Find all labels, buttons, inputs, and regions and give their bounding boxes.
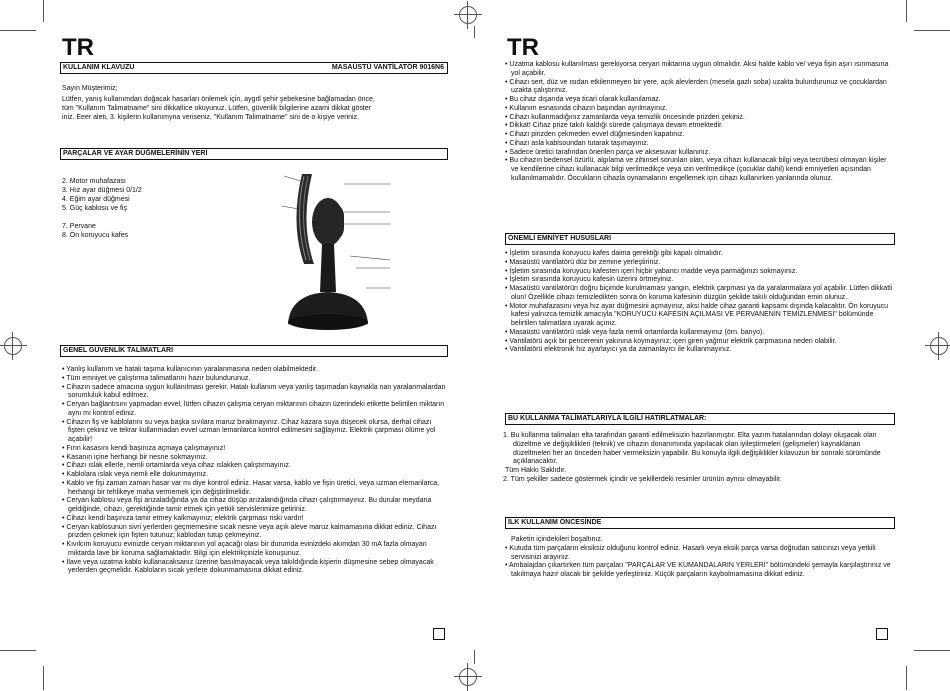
part-item: 3. Hız ayar düğmesi 0/1/2 [62, 186, 142, 194]
safety-item: • Cihazı asla kablsoundan tutarak taşımayınız. [505, 139, 649, 147]
first-use-item: • Kutuda tüm parçaların eksiksiz olduğunu kontrol ediniz. Hasarlı veya eksik parça varsa doğrudan satıcınızı veya yetkili servisinizi arayınız. [505, 544, 876, 561]
safety-item: • Cihazı kullanmadığınız zamanlarda veya temizlik öncesinde prizden çekiniz. [505, 113, 745, 121]
intro-line: Lütfen, yanış kullanımdan doğacak hasarları önlemek için, aygıtl şehir şebekesine bağlamadan önce, [62, 95, 375, 103]
continued-safety-list [503, 61, 893, 184]
important-item: • Vantilatörü elektronik hız ayarlayıcı ya da zamanlayıcı ile kullanmayınız. [505, 346, 732, 354]
safety-item: • Kıvılcım koruyucu evinizde ceryan miktarının yol açacağı olası bir durumda evinizdeki akımdan 30 mA fazla olmayan miktarda lave bir koruma sağlamaktadır. Bilgi için elektrikçinizle konuşunuz. [62, 541, 427, 557]
part-item: 2. Motor muhafazası [62, 178, 126, 185]
safety-item: • Dikkat! Cihaz prize takılı kaldığı sürede çalışmaya devam etmektedir. [505, 122, 723, 130]
greeting: Sayın Müşterimiz; [62, 85, 118, 92]
right-page [475, 0, 950, 690]
safety-item: • Kullanım esnasında cihazın başından ayrılmayınız. [505, 104, 668, 112]
intro-line: iniz. Eeer aleti, 3. kişilerin kullanımyna veriseniz, "Kullanım Talimatname" sini de o kişiye veriniz. [62, 113, 360, 121]
important-item: • İşletim sırasında koruyucu kafesin üzerini örtmeyiniz. [505, 276, 674, 284]
note-item: 1. Bu kullanma talimaları elta tarafından garanti edilmeksizin hazırlanmıştır. Elta yazım hatalarından dolayı oluşacak olan düzeltme ve değişiklikleri (teknik) ve cihazın donanımında yapılacak olan iyileştirmeleri (gelişmeler) kaynaklanan düzeltmeleri her an önceden haber vermeksizin yapabilir. Bu konuyla ilgili değişiklikler kılavuzun bir sonraki sürümünde açıklanacaktır. [503, 432, 881, 466]
manual-header-bar [60, 62, 448, 74]
notes-list [501, 432, 895, 485]
safety-item: • Kablo ve fişi zaman zaman hasar var mı diye kontrol ediniz. Hasar varsa, kablo ve fişin üretici, veya uzman elemanlarca, herhangi bir tehlikeye maha vermemek için değiştirilmelidir. [62, 479, 440, 496]
part-item: 7. Pervane [62, 222, 96, 230]
notes-section-title: BU KULLANMA TALİMATLARIYLA İLGİLİ HATIRLATMALAR: [508, 415, 707, 422]
safety-item: • Kasanın içine herhangi bir nesne sokmayınız. [62, 453, 208, 461]
note-item: 2. Tüm şekiller sadece göstermek içindir ve şekillerdeki resimler ürünün aynısı olmayabilir. [503, 475, 782, 483]
intro-text [62, 85, 447, 123]
part-item: 8. Ön koruyucu kafes [62, 231, 129, 239]
language-label: TR [507, 34, 539, 61]
important-item: • Masaüstü vantilatörü ıslak veya fazla nemli ortamlarda kullanmayınız (örn. banyo). [505, 328, 765, 336]
important-item: • İşletim sırasında koruyucu kafes daima gerektiği gibi kapalı olmalıdır. [505, 250, 723, 257]
parts-section-title: PARÇALAR VE AYAR DÜĞMELERİNİN YERİ [63, 150, 208, 157]
manual-title: KULLANIM KLAVUZU [63, 64, 135, 71]
parts-section-header [60, 148, 448, 160]
part-item: 4. Eğim ayar düğmesi [62, 195, 130, 203]
safety-item: • Kablolara ıslak veya nemli elle dokunmayınız. [62, 471, 209, 478]
safety-item: • Cihazı sert, düz ve ısıdan etkilenmeyen bir yere, açık alevlerden (mesela gazlı soba) uzakta bulundurunuz ve çocuklardan uzakta çalıştırınız. [505, 78, 887, 95]
safety-item: • Uzatma kablosu kullanılması gerekiyorsa ceryan miktarına uygun olmalıdır. Aksi halde kablo ve/ veya fişin aşırı ısınmasına yol açabilir. [505, 61, 889, 77]
safety-item: • Ceryan bağlantısını yapmadan evvel, lütfen cihazın çalışma ceryan miktarının cihazın üzerindeki etikette belirtilen miktarın aynı mı kontrol ediniz. [62, 401, 445, 417]
model-title: MASAÜSTÜ VANTİLATÖR 9016N6 [331, 64, 444, 71]
safety-item: • Cihazı kendi başınıza tamir etmey kalkmayınız; elektrik çarpması riski vardır! [62, 514, 304, 522]
language-label: TR [62, 34, 94, 61]
safety-item: • Cihazı pirizden çekmeden evvel düğmesinden kapatınız. [505, 131, 685, 138]
safety-item: • Fırın kasasını kendi başınıza açmaya çalışmayınız! [62, 444, 226, 452]
left-page [0, 0, 475, 690]
safety-list [60, 366, 448, 576]
first-use-item: • Ambalajdan çıkartırken tüm parçaları "PARÇALAR VE KUMANDALARIN YERLERİ" bölümündeki şemayla karşılaştırınız ve takılmaya hazır olacak bir şekilde yerleştiriniz. Küçük parçaların kaybolmamasına dikkat ediniz. [505, 562, 891, 578]
safety-item: • Cihazı ıslak ellerle, nemli ortamlarda veya cihaz ıslakken çalıştırmayınız. [62, 462, 291, 470]
safety-item: • Tüm emniyet ve çalıştırma talimatlarını hazır bulundurunuz. [62, 374, 251, 382]
important-list [503, 250, 895, 355]
note-item: Tüm Hakkı Saklıdır. [505, 467, 567, 474]
safety-section-title: GENEL GÜVENLİK TALİMATLARI [63, 347, 174, 354]
intro-line: tüm "Kullanım Talimatname" sini dikkatlice okuyunuz. Lütfen, güvenlik bilgilerine azami dikkat göster [62, 104, 372, 112]
page-number-box [433, 628, 445, 640]
safety-item: • Sadece üretici tarafından önerilen parça ve aksesuvar kullanınız. [505, 148, 711, 156]
parts-list [62, 178, 182, 240]
notes-section-header [505, 413, 895, 425]
safety-item: • Bu cihaz dışarıda veya ticari olarak kullanılamaz. [505, 96, 661, 103]
safety-item: • Bu cihazın bedensel özürlü, algılama ve zihinsel sorunları olan, veya cihazı kullanacak bilgi veya tecrübesi olmayan kişiler ve kendilerine cihazı kullanacak bilgi verilmedikçe veya izin verilmedikçe (çocuklar dahil) kendi emniyetleri açısından kullanılmamalıdır. Öocukların cihazla oynamalarını engellemek için cihazı kullanırken yanlarında olunuz. [505, 157, 887, 182]
part-item: 5. Güç kablosu ve fiş [62, 204, 127, 212]
first-use-section-header [505, 517, 895, 529]
first-use-intro: Paketin içindekileri boşaltınız. [511, 536, 603, 543]
first-use-section-title: İLK KULLANIM ÖNCESİNDE [508, 519, 602, 526]
first-use-list [503, 536, 895, 580]
fan-illustration [270, 164, 400, 340]
safety-item: • İlave veya uzatma kablo kullanacaksanız üzerine basılmayacak veya takıldığında kişierin düşmesine sebep olmayacak yerlerden geçmelidir. Kabloların sıcak yerlere dokunmamasına dikkat ediniz. [62, 558, 434, 575]
safety-section-header [60, 345, 448, 357]
important-item: • Motor muhafazasını veya hız ayar düğmesini açmayınız, aksi halde cihaz garanti kapsamı dışında kalacaktır. Ön koruyucu kafesi yalnızca temizlik amacıyla "KORUYUCU KAFESİN AÇILMASI VE PERVANENİN TEMİZLENMESİ" bölümünde belirtilen talimatlara uyarak açınız. [505, 302, 888, 327]
page-number-box [876, 628, 888, 640]
safety-item: • Cihazın fiş ve kablolarını su veya başka sıvılara maruz bırakmayınız. Cihaz kazara suya düşecek olursa, derhal cihazı fişten çekiniz ve tekrar kullanmadan evvel uzman lemanlarca kontrol edilmesini sağlayınız. Elektrik çarpması ölüme yol açabilir! [62, 418, 436, 443]
important-item: • Masaüstü vantilatörü düz bir zemine yerleştiriniz. [505, 258, 661, 266]
safety-item: • Ceryan kablosunun sivri yerlerden geçmemesine sıcak nesne veya açık aleve maruz kalmamasına dikkat ediniz. Cihazı prizden çekmek için fişten tutunuz; kablodan tutup çekmeyiniz. [62, 523, 437, 540]
important-item: • İşletim sırasında koruyucu kafesten içeri hiçbir yabancı madde veya parmağınızı sokmayınız. [505, 267, 798, 275]
part-item [62, 214, 182, 223]
safety-item: • Cihazın sadece amacına uygun kullanılması gerekir. Hatalı kullanım veya yanlış taşımadan kaynakla nan yaralanmalardan sorumluluk kabul edilmez. [62, 383, 446, 400]
important-item: • Vantilatörü açık bir pencerenin yakınına koymayınız; içeri giren yağmur elektrik çarpmasına neden olabilir. [505, 337, 837, 345]
important-item: • Masaüstü vantilatörün doğru biçimde kurulmaması yangın, elektrik çarpması ya da yaralanmalara yol açabilir. Lütfen dikkatli olun! Özellikle cihazı temizledikten sonra ön koruma kafesinin düzgün şekilde takılı olduğundan emin olunuz. [505, 285, 893, 301]
safety-item: • Yanlış kullanım ve hatalı taşıma kullanıcının yaralanmasına neden olabilmektedir. [62, 366, 318, 373]
important-section-title: ÖNEMLİ EMNİYET HUSUSLARI [508, 235, 612, 242]
safety-item: • Ceryan kablosu veya fişi arızaladığında ya da cihaz düşüp arızalandığında cihazı çalıştırmayınız. Bu durular meydana geldiğinde, cihazı, gerektiğinde tamir etmek için yetkili servislerimize getiriniz. [62, 497, 432, 513]
important-section-header [505, 233, 895, 245]
